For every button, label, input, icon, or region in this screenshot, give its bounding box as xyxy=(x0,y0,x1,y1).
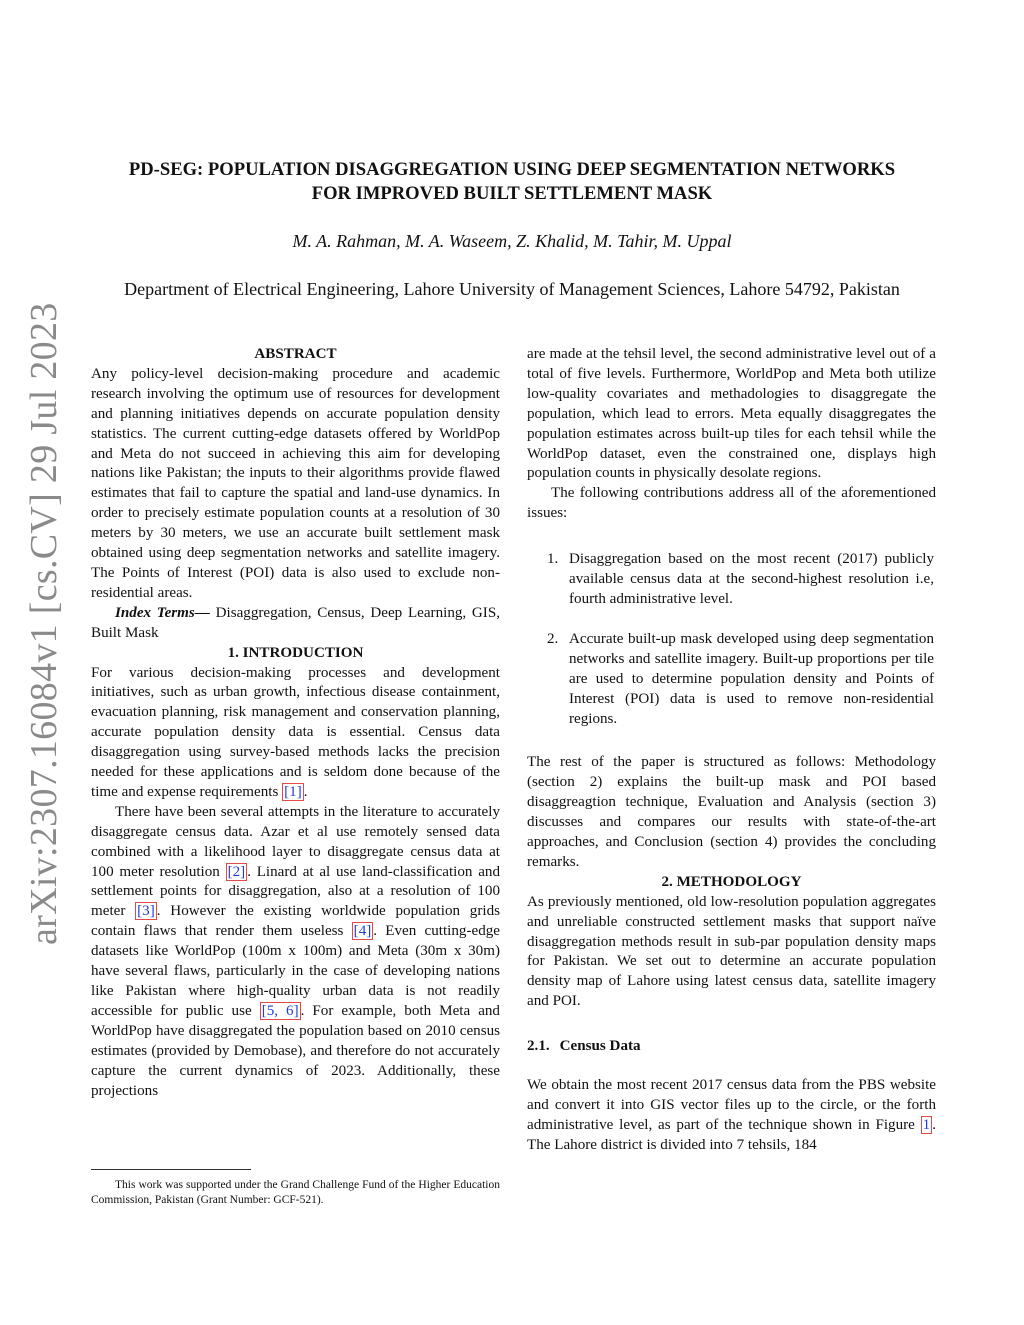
title-line-2: FOR IMPROVED BUILT SETTLEMENT MASK xyxy=(311,183,713,204)
index-terms xyxy=(91,604,500,644)
methodology-paragraph-1: As previously mentioned, old low-resolution population aggregates and unreliable constructed settlement masks that support naïve disaggregation methods result in sub-par population density maps for Pakistan. We set out to determine an accurate population density map of Lahore using latest census data, satellite imagery and POI. xyxy=(527,893,936,1010)
intro-paragraph-3: The following contributions address all of the aforementioned issues: xyxy=(527,485,936,522)
methodology-paragraph-2: We obtain the most recent 2017 census data from the PBS website and convert it into GIS vector files up to the circle, or the forth administrative level, as part of the technique shown in Figure 1 . The Lahore district is divided into 7 tehsils, 184 xyxy=(527,1077,936,1153)
intro-paragraph-1: For various decision-making processes and development initiatives, such as urban growth, infectious disease containment, evacuation planning, risk management and conservation planning, accurate population density data is essential. Census data disaggregation using survey-based methods lacks the precision needed for these applications and is seldom done because of the time and expense requirements [1] . xyxy=(91,664,500,800)
footnote-text: This work was supported under the Grand Challenge Fund of the Higher Education Commission, Pakistan (Grant Number: GCF-521). xyxy=(91,1179,500,1206)
left-column xyxy=(91,345,500,1101)
citation-link[interactable]: [3] xyxy=(137,903,155,920)
affiliation: Department of Electrical Engineering, Lahore University of Management Sciences, Lahore 54792, Pakistan xyxy=(124,279,900,299)
abstract-text: Any policy-level decision-making procedure and academic research involving the optimum use of resources for development and planning initiatives depends on accurate population density statistics. The current cutting-edge datasets offered by WorldPop and Meta do not succeed in achieving this aim for developing nations like Pakistan; the inputs to their algorithms provide flawed estimates that fail to capture the spatial and land-use dynamics. In order to precisely estimate population counts at a resolution of 30 meters by 30 meters, we use an accurate built settlement mask obtained using deep segmentation networks and satellite imagery. The Points of Interest (POI) data is also used to exclude non-residential areas. xyxy=(91,365,500,601)
citation-link[interactable]: [2] xyxy=(227,863,246,880)
citation-link[interactable]: [1] xyxy=(284,783,302,800)
contribution-item: 2. Accurate built-up mask developed using deep segmentation networks and satellite imagery. Built-up proportions per tile are used to determine population density and Points of Interest (POI) data is used to remove non-residential regions. xyxy=(547,630,934,727)
intro-paragraph-4: The rest of the paper is structured as follows: Methodology (section 2) explains the built-up mask and POI based disaggreagtion technique, Evaluation and Analysis (section 3) discusses and compares our results with state-of-the-art approaches, and Conclusion (section 4) provides the concluding remarks. xyxy=(527,754,936,870)
title-line-1: PD-SEG: POPULATION DISAGGREGATION USING DEEP SEGMENTATION NETWORKS xyxy=(128,159,896,180)
introduction-heading: 1. INTRODUCTION xyxy=(227,644,364,661)
contribution-item: 1. Disaggregation based on the most recent (2017) publicly available census data at the second-highest resolution i.e, fourth administrative level. xyxy=(547,551,934,607)
figure-reference-link[interactable]: 1 xyxy=(922,1116,931,1133)
footnote xyxy=(91,1169,500,1208)
intro-paragraph-2: There have been several attempts in the literature to accurately disaggregate census data. Azar et al use remotely sensed data combined with a likelihood layer to disaggregate census data at 100 meter resolution [2] . Linard at al use land-classification and settlement points for disaggregation, also at a resolution of 100 meter [3] . However the existing worldwide population grids contain flaws that render them useless [4] . Even cutting-edge datasets like WorldPop (100m x 100m) and Meta (30m x 30m) have several flaws, particularly in the case of developing nations like Pakistan where high-quality urban data is not readily accessible for public use [5, 6] . For example, both Meta and WorldPop have disaggregated the population based on 2010 census estimates (provided by Demobase), and therefore do not accurately capture the current dynamics of 2023. Additionally, these projections xyxy=(91,803,500,1099)
abstract-heading: ABSTRACT xyxy=(254,346,337,362)
census-data-subheading: 2.1. Census Data xyxy=(527,1038,641,1055)
citation-link[interactable]: [5, 6] xyxy=(261,1002,299,1019)
author-list: M. A. Rahman, M. A. Waseem, Z. Khalid, M. Tahir, M. Uppal xyxy=(292,231,732,251)
contributions-list xyxy=(527,550,936,729)
footnote-rule xyxy=(91,1169,251,1170)
intro-paragraph-2-continued: are made at the tehsil level, the second administrative level out of a total of five levels. Furthermore, WorldPop and Meta both utilize low-quality covariates and methadologies to disaggregate the population, which lead to errors. Meta equally disaggregates the population estimates across built-up tiles for each tehsil while the WorldPop dataset, even the constrained one, displays high population counts in physically desolate regions. xyxy=(527,346,936,482)
index-terms-label: Index Terms— xyxy=(115,604,210,621)
right-column xyxy=(527,345,936,1156)
arxiv-identifier: arXiv:2307.16084v1 [cs.CV] 29 Jul 2023 xyxy=(23,302,65,945)
methodology-heading: 2. METHODOLOGY xyxy=(661,873,802,890)
citation-link[interactable]: [4] xyxy=(353,923,372,940)
index-terms-text: Disaggregation, Census, Deep Learning, GIS, Built Mask xyxy=(91,604,500,641)
paper-title xyxy=(60,158,964,206)
